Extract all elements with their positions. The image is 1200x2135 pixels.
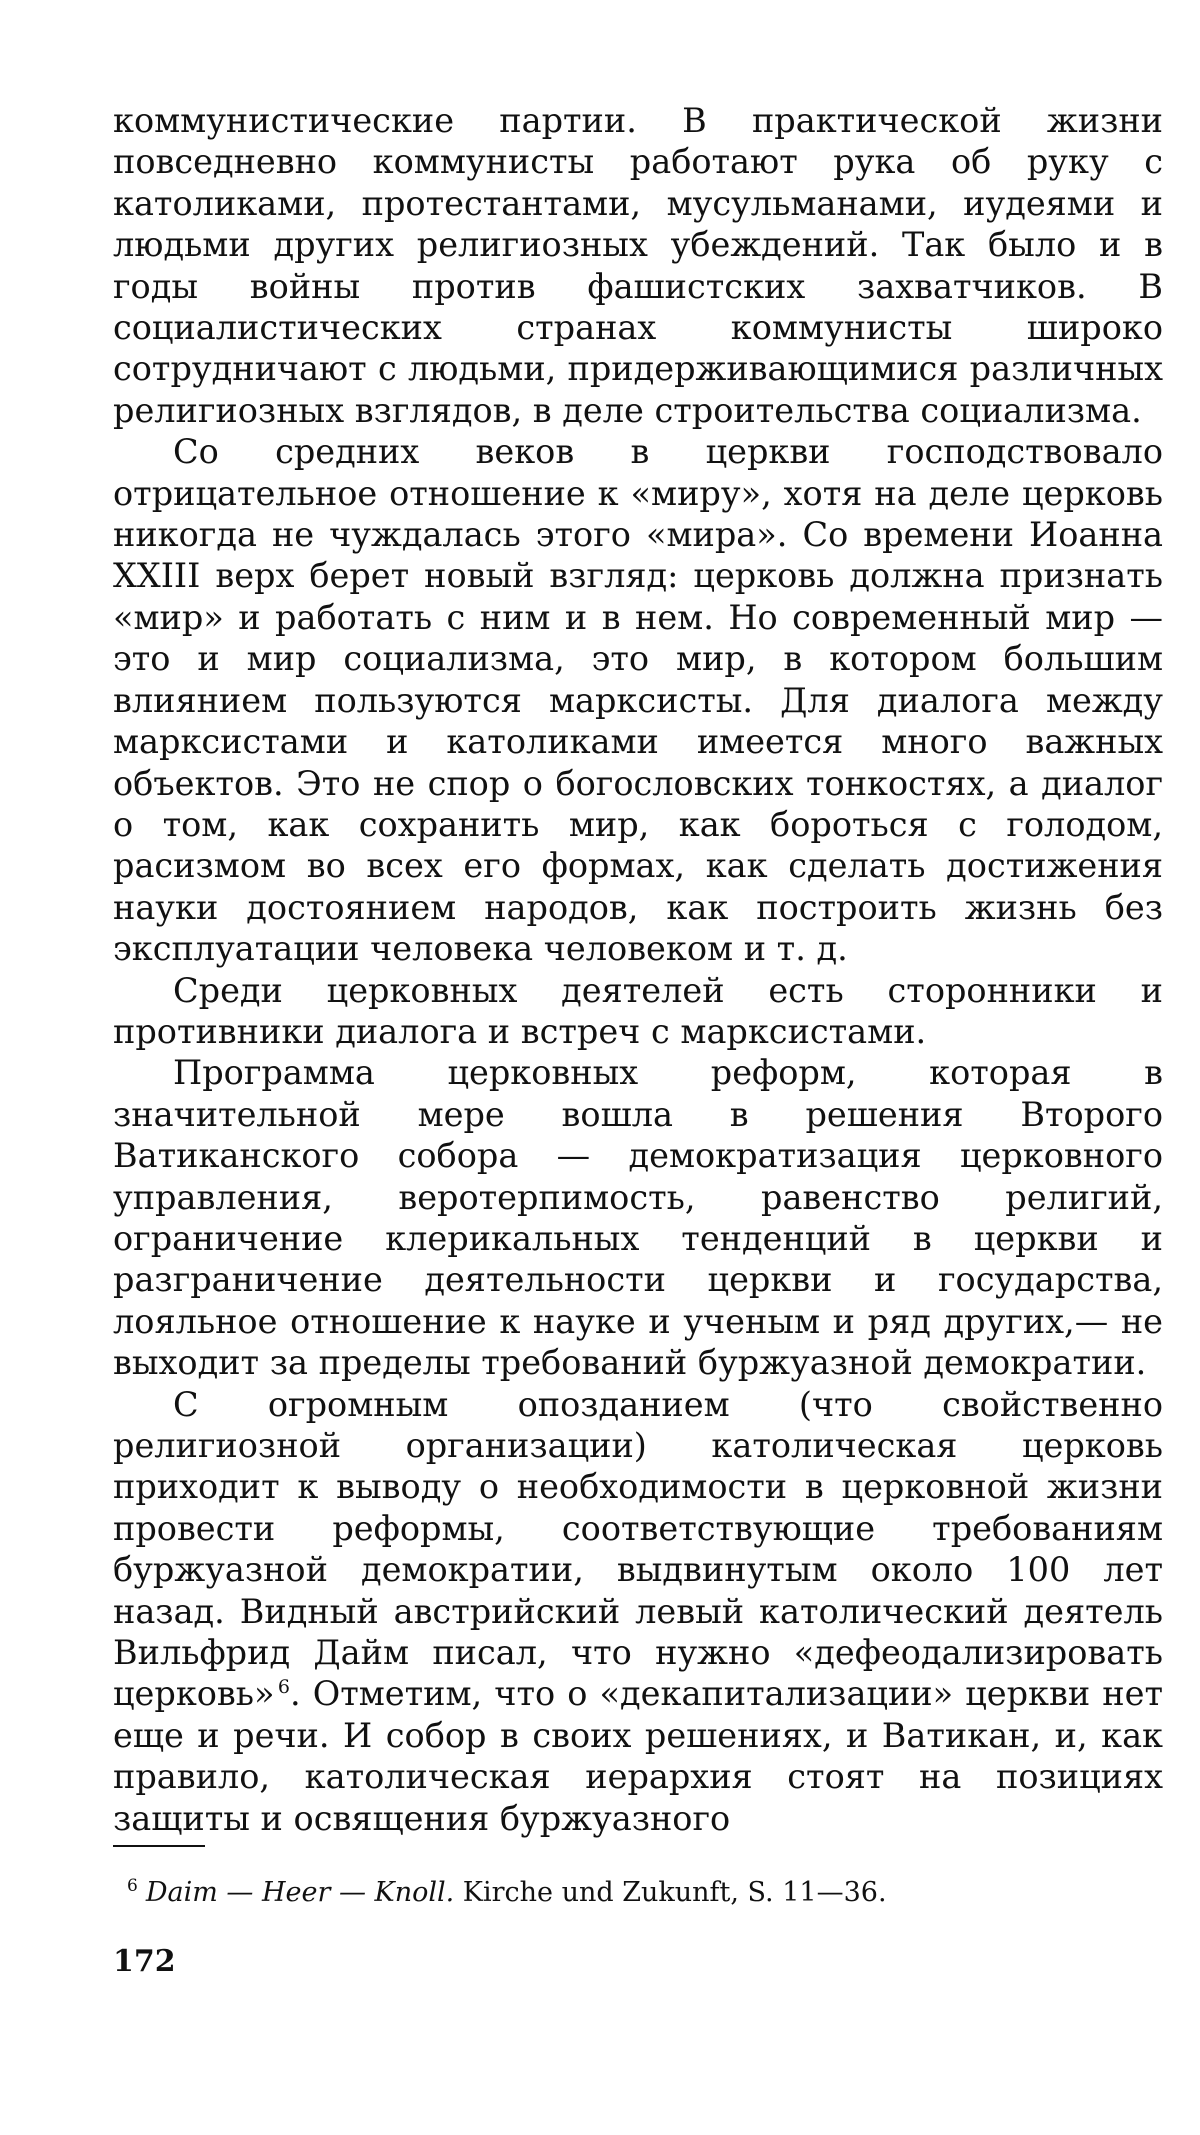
footnote [113, 1869, 1163, 1910]
paragraph-5-text-end: . Отметим, что о «декапитализации» церкви нет еще и речи. И собор в своих решениях, и Ватикан, и, как правило, католическая иерархия стоят на позициях защиты и освящения буржуазного [113, 1674, 1163, 1838]
footnote-authors: Daim — Heer — Knoll. [145, 1877, 455, 1909]
paragraph-1: коммунистические партии. В практической жизни повседневно коммунисты работают рука об руку с католиками, протестантами, мусульманами, иудеями и людьми других религиозных убеждений. Так было и в годы войны против фашистских захватчиков. В социалистических странах коммунисты широко сотрудничают с людьми, придерживающимися различных религиозных взглядов, в деле строительства социализма. [113, 101, 1163, 430]
paragraph-5-text-start: С огромным опозданием (что свойственно религиозной организации) католическая церковь приходит к выводу о необходимости в церковной жизни провести реформы, соответствующие требованиям буржуазной демократии, выдвинутым около 100 лет назад. Видный австрийский левый католический деятель Вильфрид Дайм писал, что нужно «дефеодализировать церковь» [113, 1384, 1163, 1714]
footnote-number: 6 [127, 1876, 138, 1897]
paragraph-2: Со средних веков в церкви господствовало отрицательное отношение к «миру», хотя на деле церковь никогда не чуждалась этого «мира». Со времени Иоанна XXIII верх берет новый взгляд: церковь должна признать «мир» и работать с ним и в нем. Но современный мир — это и мир социализма, это мир, в котором большим влиянием пользуются марксисты. Для диалога между марксистами и католиками имеется много важных объектов. Это не спор о богословских тонкостях, а диалог о том, как сохранить мир, как бороться с голодом, расизмом во всех его формах, как сделать достижения науки достоянием народов, как построить жизнь без эксплуатации человека человеком и т. д. [113, 432, 1163, 969]
footnote-reference-mark[interactable]: 6 [277, 1676, 290, 1699]
footnote-divider [113, 1845, 205, 1847]
paragraph-5 [113, 1384, 1163, 1839]
paragraph-4: Программа церковных реформ, которая в значительной мере вошла в решения Второго Ватиканского собора — демократизация церковного управления, веротерпимость, равенство религий, ограничение клерикальных тенденций в церкви и разграничение деятельности церкви и государства, лояльное отношение к науке и ученым и ряд других,— не выходит за пределы требований буржуазной демократии. [113, 1053, 1163, 1383]
page-number: 172 [113, 1944, 176, 1980]
paragraph-3: Среди церковных деятелей есть сторонники и противники диалога и встреч с марксистами. [113, 970, 1163, 1051]
book-page [113, 100, 1163, 1979]
footnote-source: Kirche und Zukunft, S. 11—36. [454, 1877, 887, 1909]
